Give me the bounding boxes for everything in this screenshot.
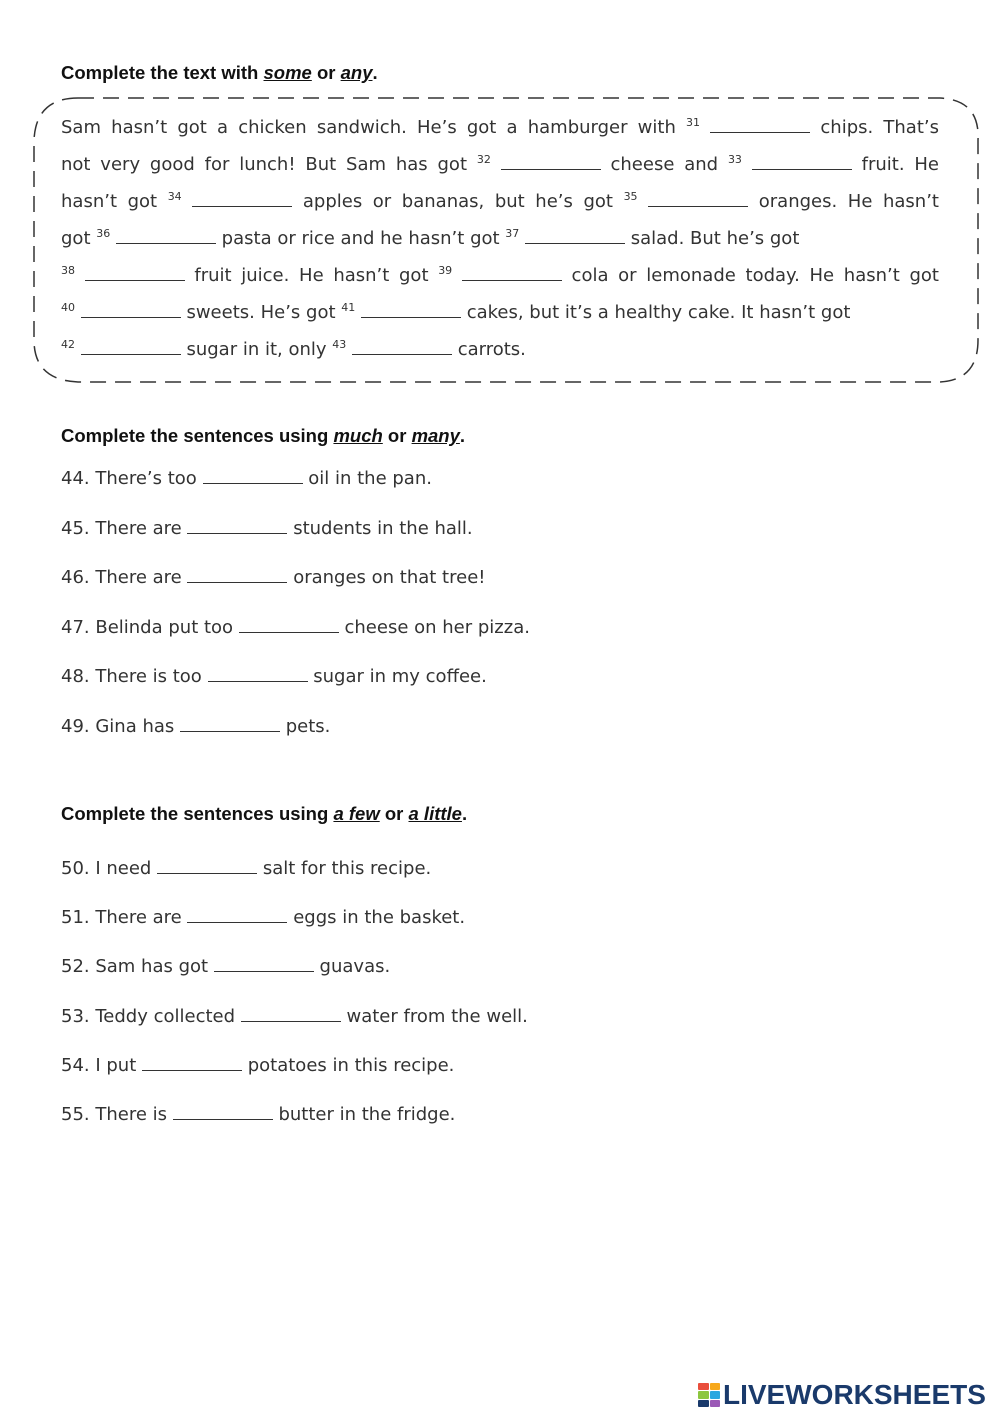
section2-heading [61, 425, 465, 447]
question-number: 31 [686, 116, 701, 129]
question-number: 32 [476, 153, 491, 166]
sentence-item [61, 518, 473, 539]
sentence-item [61, 617, 530, 638]
logo-square [698, 1383, 709, 1390]
paragraph-text: got [61, 228, 97, 249]
paragraph-text: pasta or rice and he hasn’t got [215, 228, 506, 249]
sentence-item [61, 907, 465, 928]
heading-or: or [311, 62, 341, 83]
answer-blank[interactable] [180, 717, 280, 732]
paragraph-text: fruit. He [851, 154, 939, 175]
heading-text: Complete the sentences using [61, 425, 334, 446]
sentence-start: 53. Teddy collected [61, 1005, 241, 1027]
sentence-start: 49. Gina has [61, 716, 180, 737]
answer-blank[interactable] [501, 155, 601, 170]
heading-or: or [379, 803, 409, 824]
paragraph-text: sweets. He’s got [180, 302, 342, 323]
logo-square [710, 1383, 721, 1390]
sentence-item [61, 1055, 454, 1076]
answer-blank[interactable] [173, 1105, 273, 1120]
answer-blank[interactable] [352, 340, 452, 355]
sentence-end: pets. [280, 716, 331, 737]
sentence-end: salt for this recipe. [257, 858, 432, 879]
logo-icon [698, 1383, 720, 1407]
paragraph-text: cheese and [600, 154, 728, 175]
paragraph-text: apples or bananas, but he’s got [292, 191, 624, 212]
section3-heading [61, 803, 467, 825]
answer-blank[interactable] [648, 192, 748, 207]
paragraph-line [61, 116, 939, 138]
sentence-end: students in the hall. [287, 517, 473, 539]
sentence-item [61, 666, 487, 687]
sentence-start: 51. There are [61, 907, 188, 929]
sentence-item [61, 468, 432, 489]
answer-blank[interactable] [187, 908, 287, 923]
sentence-item [61, 956, 390, 977]
keyword-a-few: a few [333, 803, 380, 824]
keyword-any: any [340, 62, 373, 83]
question-number: 38 [61, 264, 75, 277]
answer-blank[interactable] [239, 618, 339, 633]
paragraph-text: carrots. [451, 339, 526, 360]
question-number: 41 [341, 301, 356, 314]
answer-blank[interactable] [116, 229, 216, 244]
question-number: 40 [61, 301, 75, 314]
sentence-end: oranges on that tree! [287, 567, 486, 589]
heading-or: or [382, 425, 412, 446]
question-number: 39 [438, 264, 453, 277]
answer-blank[interactable] [214, 957, 314, 972]
sentence-start: 48. There is too [61, 666, 208, 688]
answer-blank[interactable] [157, 859, 257, 874]
question-number: 42 [61, 338, 75, 351]
sentence-item [61, 716, 330, 737]
sentence-start: 46. There are [61, 567, 188, 589]
keyword-a-little: a little [408, 803, 462, 824]
keyword-some: some [263, 62, 312, 83]
sentence-start: 54. I put [61, 1054, 142, 1076]
heading-text: Complete the sentences using [61, 803, 334, 824]
answer-blank[interactable] [361, 303, 461, 318]
paragraph-text: Sam hasn’t got a chicken sandwich. He’s got a hamburger with [61, 117, 687, 138]
answer-blank[interactable] [192, 192, 292, 207]
keyword-many: many [411, 425, 460, 446]
paragraph-text: oranges. He hasn’t [748, 191, 939, 212]
sentence-end: eggs in the basket. [287, 907, 466, 929]
sentence-start: 52. Sam has got [61, 956, 214, 978]
question-number: 36 [96, 227, 111, 240]
sentence-end: guavas. [313, 956, 391, 978]
keyword-much: much [333, 425, 383, 446]
answer-blank[interactable] [710, 118, 810, 133]
paragraph-line [61, 338, 526, 360]
sentence-end: sugar in my coffee. [307, 666, 487, 688]
question-number: 33 [727, 153, 742, 166]
paragraph-line [61, 227, 799, 249]
question-number: 34 [167, 190, 182, 203]
sentence-end: potatoes in this recipe. [242, 1054, 455, 1076]
sentence-item [61, 1104, 455, 1125]
paragraph-text: salad. But he’s got [625, 228, 800, 249]
paragraph-text: sugar in it, only [180, 339, 333, 360]
answer-blank[interactable] [81, 340, 181, 355]
paragraph-text: fruit juice. He hasn’t got [184, 265, 439, 286]
answer-blank[interactable] [203, 469, 303, 484]
logo-text: LIVEWORKSHEETS [723, 1379, 986, 1410]
logo-square [698, 1391, 709, 1398]
paragraph-line [61, 190, 939, 212]
paragraph-text: chips. That’s [810, 117, 939, 138]
sentence-item [61, 858, 431, 879]
sentence-item [61, 1006, 528, 1027]
heading-end: . [459, 425, 466, 446]
sentence-item [61, 567, 486, 588]
answer-blank[interactable] [187, 519, 287, 534]
question-number: 35 [623, 190, 638, 203]
sentence-end: butter in the fridge. [272, 1104, 456, 1125]
paragraph-line [61, 153, 939, 175]
sentence-end: cheese on her pizza. [338, 616, 530, 638]
answer-blank[interactable] [142, 1056, 242, 1071]
paragraph-text: cakes, but it’s a healthy cake. It hasn’t got [460, 302, 851, 323]
answer-blank[interactable] [187, 568, 287, 583]
paragraph-line [61, 301, 850, 323]
heading-text: Complete the text with [61, 62, 264, 83]
sentence-start: 50. I need [61, 858, 158, 879]
heading-end: . [372, 62, 378, 83]
heading-end: . [461, 803, 468, 824]
sentence-start: 55. There is [61, 1104, 173, 1125]
answer-blank[interactable] [525, 229, 625, 244]
answer-blank[interactable] [81, 303, 181, 318]
paragraph-line [61, 264, 939, 286]
sentence-end: oil in the pan. [302, 468, 432, 489]
answer-blank[interactable] [752, 155, 852, 170]
liveworksheets-logo [698, 1378, 986, 1412]
sentence-start: 44. There’s too [61, 468, 203, 489]
question-number: 43 [332, 338, 347, 351]
logo-square [698, 1400, 709, 1407]
question-number: 37 [505, 227, 520, 240]
answer-blank[interactable] [462, 266, 562, 281]
paragraph-text: cola or lemonade today. He hasn’t got [561, 265, 939, 286]
sentence-start: 45. There are [61, 517, 188, 539]
answer-blank[interactable] [241, 1007, 341, 1022]
logo-square [710, 1400, 721, 1407]
paragraph-text: not very good for lunch! But Sam has got [61, 154, 477, 175]
sentence-end: water from the well. [340, 1005, 528, 1027]
sentence-start: 47. Belinda put too [61, 616, 239, 638]
answer-blank[interactable] [85, 266, 185, 281]
paragraph-text: hasn’t got [61, 191, 168, 212]
answer-blank[interactable] [208, 667, 308, 682]
logo-square [710, 1391, 721, 1398]
